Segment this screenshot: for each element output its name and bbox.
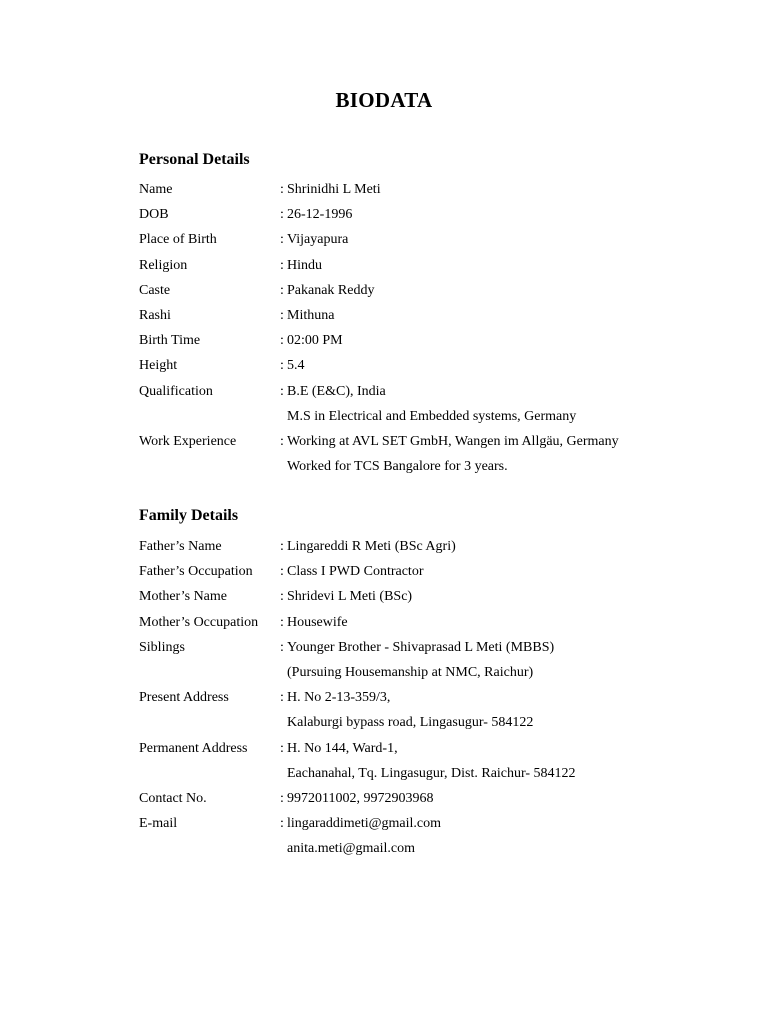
detail-label: Place of Birth — [139, 232, 217, 248]
detail-separator: : — [280, 639, 284, 655]
detail-value: lingaraddimeti@gmail.com — [287, 816, 442, 832]
detail-separator: : — [280, 816, 284, 832]
detail-value: Hindu — [287, 257, 322, 273]
detail-separator: : — [280, 434, 284, 450]
detail-value: Vijayapura — [287, 232, 349, 248]
detail-row-qualification — [139, 379, 739, 429]
detail-row-name — [139, 177, 739, 202]
detail-value: Younger Brother - Shivaprasad L Meti (MBBS) — [287, 639, 555, 655]
detail-label: Father’s Name — [139, 539, 222, 554]
detail-value: 9972011002, 9972903968 — [287, 791, 434, 807]
personal-details-list — [139, 177, 739, 479]
detail-value: Worked for TCS Bangalore for 3 years. — [287, 459, 508, 475]
detail-row-birth-time — [139, 328, 739, 353]
detail-label: Mother’s Occupation — [139, 614, 259, 630]
detail-label: Rashi — [139, 308, 171, 324]
detail-value: H. No 144, Ward-1, — [287, 740, 398, 756]
detail-values — [287, 534, 739, 559]
detail-row-work-experience — [139, 429, 739, 479]
detail-value: Kalaburgi bypass road, Lingasugur- 584122 — [287, 715, 534, 731]
detail-label: Permanent Address — [139, 740, 248, 756]
detail-row-present-address — [139, 685, 739, 735]
detail-label: Qualification — [139, 383, 213, 399]
detail-row-religion — [139, 253, 739, 278]
detail-row-permanent-address — [139, 736, 739, 786]
detail-value: Lingareddi R Meti (BSc Agri) — [287, 539, 456, 554]
detail-label: Birth Time — [139, 333, 201, 349]
detail-label: Caste — [139, 282, 171, 298]
detail-value: Pakanak Reddy — [287, 282, 375, 298]
detail-value: Shridevi L Meti (BSc) — [287, 589, 413, 605]
detail-row-fathers-name — [139, 534, 739, 559]
detail-value: H. No 2-13-359/3, — [287, 690, 391, 706]
detail-separator: : — [280, 539, 284, 554]
detail-separator: : — [280, 740, 284, 756]
personal-details-heading: Personal Details — [139, 151, 250, 168]
detail-values — [287, 584, 739, 609]
detail-label: Name — [139, 182, 173, 197]
detail-values — [287, 278, 739, 303]
detail-row-fathers-occupation — [139, 559, 739, 584]
detail-value: Class I PWD Contractor — [287, 564, 424, 580]
family-details-list — [139, 534, 739, 862]
detail-separator: : — [280, 564, 284, 580]
detail-values — [287, 328, 739, 353]
document-title: BIODATA — [335, 88, 433, 112]
detail-row-siblings — [139, 635, 739, 685]
detail-row-place-of-birth — [139, 227, 739, 252]
detail-value: Working at AVL SET GmbH, Wangen im Allgäu, Germany — [287, 434, 619, 450]
detail-separator: : — [280, 791, 284, 807]
detail-value: B.E (E&C), India — [287, 383, 386, 399]
detail-value: 02:00 PM — [287, 333, 343, 349]
detail-separator: : — [280, 614, 284, 630]
detail-values — [287, 303, 739, 328]
detail-values — [287, 559, 739, 584]
detail-values — [287, 177, 739, 202]
detail-row-e-mail — [139, 811, 739, 861]
detail-separator: : — [280, 589, 284, 605]
detail-value: 26-12-1996 — [287, 207, 353, 223]
detail-label: Present Address — [139, 690, 229, 706]
detail-label: Mother’s Name — [139, 589, 227, 605]
detail-values — [287, 811, 739, 861]
detail-values — [287, 635, 739, 685]
detail-values — [287, 429, 739, 479]
detail-row-dob — [139, 202, 739, 227]
detail-label: Siblings — [139, 639, 185, 655]
detail-separator: : — [280, 257, 284, 273]
detail-label: E-mail — [139, 816, 178, 832]
detail-separator: : — [280, 232, 284, 248]
detail-values — [287, 685, 739, 735]
family-details-heading: Family Details — [139, 507, 239, 524]
detail-value: Eachanahal, Tq. Lingasugur, Dist. Raichur- 584122 — [287, 765, 576, 781]
detail-values — [287, 253, 739, 278]
detail-separator: : — [280, 207, 284, 223]
detail-separator: : — [280, 308, 284, 324]
detail-value: Housewife — [287, 614, 348, 630]
detail-row-mothers-name — [139, 584, 739, 609]
detail-values — [287, 227, 739, 252]
detail-row-contact-no — [139, 786, 739, 811]
detail-label: Height — [139, 358, 178, 374]
detail-value: Shrinidhi L Meti — [287, 182, 381, 197]
detail-values — [287, 786, 739, 811]
detail-value: anita.meti@gmail.com — [287, 841, 415, 857]
detail-value: M.S in Electrical and Embedded systems, Germany — [287, 408, 577, 424]
detail-separator: : — [280, 182, 284, 197]
detail-label: Work Experience — [139, 434, 237, 450]
detail-value: Mithuna — [287, 308, 335, 324]
detail-row-rashi — [139, 303, 739, 328]
detail-separator: : — [280, 333, 284, 349]
detail-values — [287, 353, 739, 378]
detail-values — [287, 736, 739, 786]
detail-separator: : — [280, 282, 284, 298]
detail-separator: : — [280, 358, 284, 374]
detail-label: DOB — [139, 207, 169, 223]
detail-value: 5.4 — [287, 358, 305, 374]
detail-row-caste — [139, 278, 739, 303]
detail-separator: : — [280, 383, 284, 399]
detail-label: Father’s Occupation — [139, 564, 253, 580]
detail-label: Religion — [139, 257, 188, 273]
detail-row-height — [139, 353, 739, 378]
detail-values — [287, 202, 739, 227]
detail-separator: : — [280, 690, 284, 706]
detail-row-mothers-occupation — [139, 610, 739, 635]
detail-values — [287, 610, 739, 635]
detail-value: (Pursuing Housemanship at NMC, Raichur) — [287, 665, 534, 681]
detail-label: Contact No. — [139, 791, 207, 807]
detail-values — [287, 379, 739, 429]
